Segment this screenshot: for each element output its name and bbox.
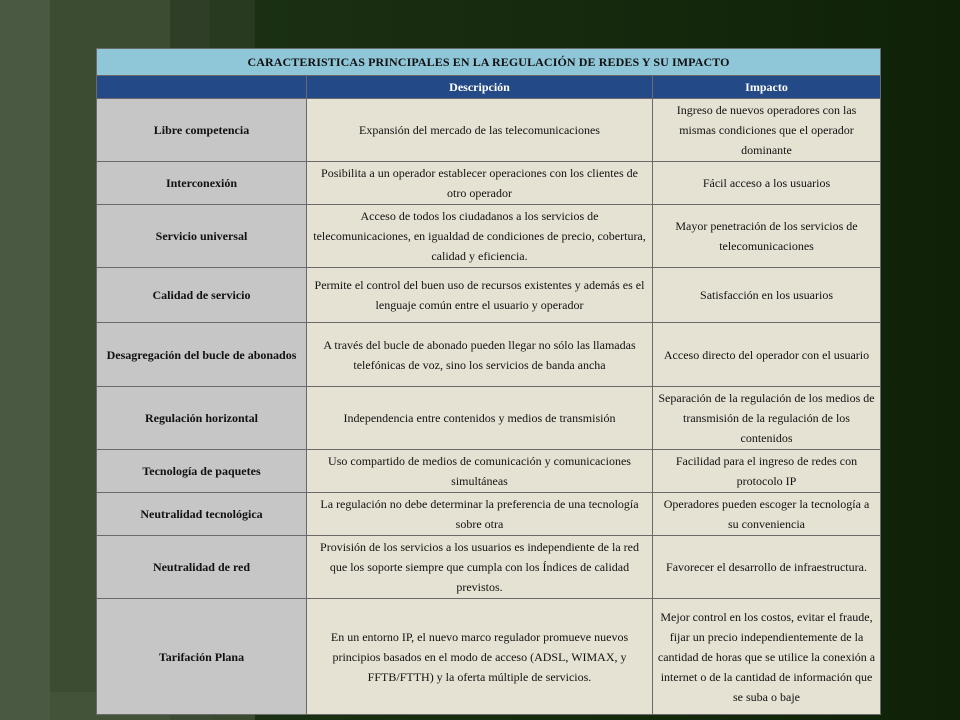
row-description: Independencia entre contenidos y medios de transmisión bbox=[307, 387, 653, 450]
header-description: Descripción bbox=[307, 76, 653, 99]
row-impact: Mejor control en los costos, evitar el fraude, fijar un precio independientemente de la cantidad de horas que se utilice la conexión a internet o de la cantidad de información que se suba o baje bbox=[653, 599, 881, 715]
table-row bbox=[97, 493, 881, 536]
table-row bbox=[97, 536, 881, 599]
row-description: Provisión de los servicios a los usuarios es independiente de la red que los soporte siempre que cumpla con los Índices de calidad previstos. bbox=[307, 536, 653, 599]
regulation-table bbox=[96, 48, 881, 715]
row-impact: Facilidad para el ingreso de redes con protocolo IP bbox=[653, 450, 881, 493]
table-row bbox=[97, 162, 881, 205]
table-row bbox=[97, 268, 881, 323]
row-category: Tecnología de paquetes bbox=[97, 450, 307, 493]
row-category: Neutralidad tecnológica bbox=[97, 493, 307, 536]
row-impact: Favorecer el desarrollo de infraestructura. bbox=[653, 536, 881, 599]
row-description: Posibilita a un operador establecer operaciones con los clientes de otro operador bbox=[307, 162, 653, 205]
table-header-row bbox=[97, 76, 881, 99]
row-description: La regulación no debe determinar la preferencia de una tecnología sobre otra bbox=[307, 493, 653, 536]
header-impact: Impacto bbox=[653, 76, 881, 99]
row-impact: Ingreso de nuevos operadores con las mismas condiciones que el operador dominante bbox=[653, 99, 881, 162]
header-blank bbox=[97, 76, 307, 99]
row-description: Acceso de todos los ciudadanos a los servicios de telecomunicaciones, en igualdad de condiciones de precio, cobertura, calidad y eficiencia. bbox=[307, 205, 653, 268]
row-description: Expansión del mercado de las telecomunicaciones bbox=[307, 99, 653, 162]
row-description: Permite el control del buen uso de recursos existentes y además es el lenguaje común entre el usuario y operador bbox=[307, 268, 653, 323]
row-impact: Mayor penetración de los servicios de telecomunicaciones bbox=[653, 205, 881, 268]
row-description: Uso compartido de medios de comunicación y comunicaciones simultáneas bbox=[307, 450, 653, 493]
row-category: Servicio universal bbox=[97, 205, 307, 268]
row-impact: Fácil acceso a los usuarios bbox=[653, 162, 881, 205]
row-impact: Acceso directo del operador con el usuario bbox=[653, 323, 881, 387]
table-row bbox=[97, 387, 881, 450]
row-category: Calidad de servicio bbox=[97, 268, 307, 323]
row-category: Tarifación Plana bbox=[97, 599, 307, 715]
row-description: A través del bucle de abonado pueden llegar no sólo las llamadas telefónicas de voz, sino los servicios de banda ancha bbox=[307, 323, 653, 387]
regulation-table-container bbox=[96, 48, 880, 715]
table-row bbox=[97, 450, 881, 493]
row-impact: Operadores pueden escoger la tecnología a su conveniencia bbox=[653, 493, 881, 536]
row-category: Neutralidad de red bbox=[97, 536, 307, 599]
row-impact: Separación de la regulación de los medios de transmisión de la regulación de los contenidos bbox=[653, 387, 881, 450]
row-impact: Satisfacción en los usuarios bbox=[653, 268, 881, 323]
table-title: CARACTERISTICAS PRINCIPALES EN LA REGULACIÓN DE REDES Y SU IMPACTO bbox=[97, 49, 881, 76]
row-description: En un entorno IP, el nuevo marco regulador promueve nuevos principios basados en el modo de acceso (ADSL, WIMAX, y FFTB/FTTH) y la oferta múltiple de servicios. bbox=[307, 599, 653, 715]
table-title-row bbox=[97, 49, 881, 76]
row-category: Interconexión bbox=[97, 162, 307, 205]
table-row bbox=[97, 205, 881, 268]
table-row bbox=[97, 323, 881, 387]
table-row bbox=[97, 99, 881, 162]
table-row bbox=[97, 599, 881, 715]
row-category: Regulación horizontal bbox=[97, 387, 307, 450]
row-category: Libre competencia bbox=[97, 99, 307, 162]
row-category: Desagregación del bucle de abonados bbox=[97, 323, 307, 387]
background-stripe bbox=[0, 0, 50, 720]
